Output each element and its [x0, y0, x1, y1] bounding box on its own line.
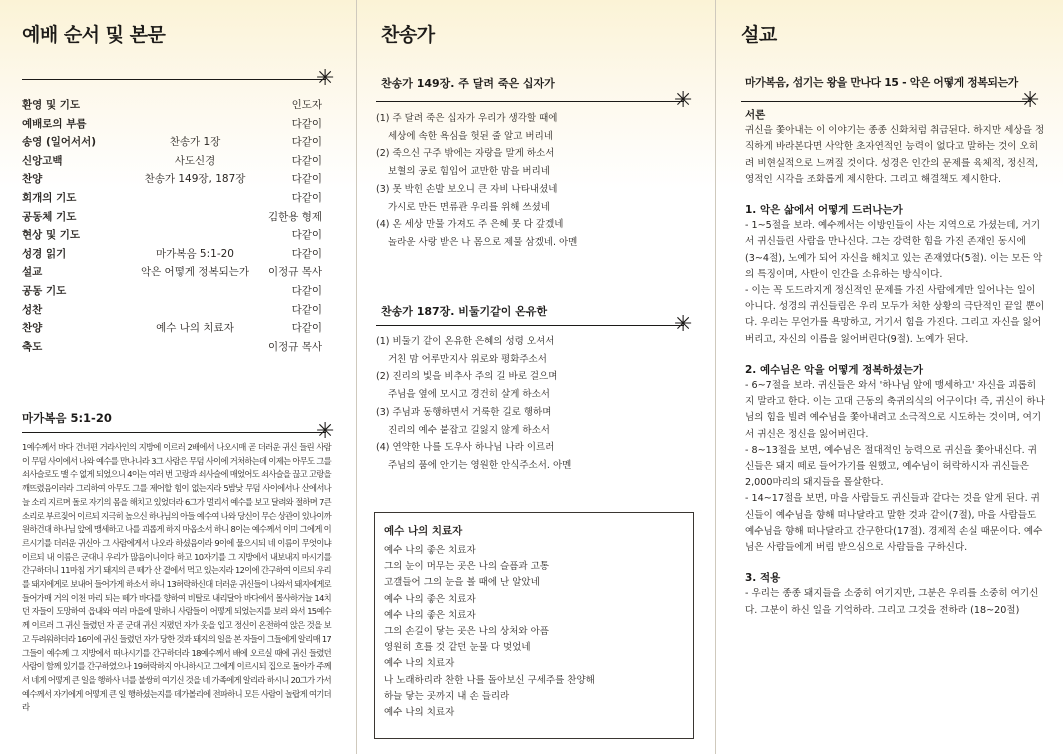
order-row — [22, 319, 322, 338]
order-row — [22, 170, 322, 189]
order-item-leader: 다같이 — [291, 303, 322, 316]
sermon-point-2-heading: 2. 예수님은 악을 어떻게 정복하셨는가 — [745, 363, 924, 376]
hymn-2-title: 찬송가 187장. 비둘기같이 온유한 — [381, 305, 548, 318]
sermon-body — [745, 107, 1045, 619]
order-item-detail: 사도신경 — [174, 154, 216, 167]
order-item-name: 환영 및 기도 — [22, 99, 81, 111]
order-item-detail: 찬송가 1장 — [169, 136, 221, 149]
order-row — [22, 96, 322, 115]
hymn-line: (2) 진리의 빛을 비추사 주의 길 바로 걸으며 — [376, 371, 558, 383]
order-item-leader: 다같이 — [291, 117, 322, 130]
hymn-line: (3) 주님과 동행하면서 거룩한 길로 행하며 — [376, 406, 552, 418]
song-line: 나 노래하리라 찬한 나를 돌아보신 구세주를 찬양해 — [384, 674, 595, 686]
hymn-line: (1) 주 달려 죽은 십자가 우리가 생각할 때에 — [376, 113, 558, 124]
hymn-line: (1) 비둘기 같이 온유한 은혜의 성령 오셔서 — [376, 336, 555, 347]
rule-star-icon: ✳ — [1021, 88, 1040, 113]
order-item-leader: 인도자 — [291, 99, 322, 111]
order-item-name: 예배로의 부름 — [22, 117, 87, 130]
order-item-name: 신앙고백 — [22, 154, 63, 167]
hymn-2-lyrics — [376, 333, 696, 475]
hymn-line: 가시로 만든 면류관 우리를 위해 쓰셨네 — [388, 201, 550, 213]
song-box — [374, 512, 694, 739]
hymn-line: (3) 못 박힌 손발 보오니 큰 자비 나타내셨네 — [376, 183, 558, 195]
hymn-2-rule — [376, 325, 684, 326]
song-line: 영원히 흐를 것 같던 눈물 다 멎었네 — [384, 642, 531, 654]
order-item-leader: 다같이 — [291, 136, 322, 149]
order-heading: 예배 순서 및 본문 — [22, 24, 166, 46]
hymn-line: (2) 죽으신 구주 밖에는 자랑을 말게 하소서 — [376, 148, 555, 160]
order-item-detail: 악은 어떻게 정복되는가 — [140, 266, 250, 279]
song-line: 예수 나의 좋은 치료자 — [384, 593, 476, 605]
sermon-heading: 설교 — [741, 24, 777, 46]
hymn-1-title: 찬송가 149장. 주 달려 죽은 십자가 — [381, 77, 555, 90]
hymn-line: (4) 연약한 나를 도우사 하나님 나라 이르러 — [376, 442, 555, 454]
order-item-leader: 이정규 목사 — [267, 340, 322, 353]
song-line: 예수 나의 치료자 — [384, 707, 455, 719]
sermon-intro-heading: 서론 — [745, 109, 766, 121]
sermon-title: 마가복음, 섬기는 왕을 만나다 15 - 악은 어떻게 정복되는가 — [745, 76, 1018, 89]
song-line: 예수 나의 좋은 치료자 — [384, 545, 476, 556]
order-item-name: 찬양 — [22, 173, 43, 186]
sermon-point-1-heading: 1. 악은 삶에서 어떻게 드러나는가 — [745, 204, 903, 217]
order-row — [22, 338, 322, 357]
order-item-detail: 마가복음 5:1-20 — [156, 247, 234, 260]
order-item-leader: 다같이 — [291, 173, 322, 186]
sermon-rule — [741, 101, 1031, 102]
order-item-name: 공동체 기도 — [22, 210, 77, 223]
hymn-line: 세상에 속한 욕심을 헛된 줄 알고 버리네 — [388, 130, 553, 142]
order-heading-rule — [22, 79, 326, 80]
rule-star-icon: ✳ — [316, 66, 335, 91]
order-row — [22, 152, 322, 171]
song-lyrics — [384, 543, 684, 721]
hymn-1-rule — [376, 101, 684, 102]
hymn-heading: 찬송가 — [381, 24, 435, 46]
order-row — [22, 226, 322, 245]
hymn-1-lyrics — [376, 110, 696, 252]
order-row — [22, 263, 322, 282]
order-row — [22, 301, 322, 320]
hymn-line: (4) 온 세상 만물 가져도 주 은혜 못 다 갚겠네 — [376, 219, 564, 231]
hymn-line: 진리의 예수 붙잡고 길잃지 않게 하소서 — [388, 424, 550, 436]
order-row — [22, 245, 322, 264]
order-list — [22, 96, 322, 356]
song-line: 고갤들어 그의 눈을 볼 때에 난 알았네 — [384, 577, 540, 589]
song-line: 그의 손길이 닿는 곳은 나의 상처와 아픔 — [384, 626, 549, 638]
order-item-name: 찬양 — [22, 322, 43, 335]
song-title: 예수 나의 치료자 — [384, 525, 463, 537]
sermon-point-2: - 6~7절을 보라. 귀신들은 와서 '하나님 앞에 맹세하고' 자신을 괴롭히지 말라고 한다. 이는 고대 근동의 축귀의식의 어구이다! 즉, 귀신이 하나님의 힘을 빌려 예수님을 쫓아내려고 소극적으로 시도하는 것이며, 여기서 귀신은 정신을 잃어버린다. — [745, 380, 1045, 440]
order-item-name: 공동 기도 — [22, 284, 67, 297]
sermon-point-1b: - 이는 꼭 도드라지게 정신적인 문제를 가진 사람에게만 일어나는 일이 아니다. 성경의 귀신들림은 우리 모두가 처한 상황의 극단적인 끝일 뿐이다. 우리는 무언가를 욕망하고, 거기서 힘을 가진다. 그리고 자신을 잃어버리고, 자신의 이름을 잃어버린다(9절). 노예가 된다. — [745, 285, 1045, 345]
rule-star-icon: ✳ — [674, 312, 693, 337]
hymn-line: 놀라운 사랑 받은 나 몸으로 제물 삼겠네. 아멘 — [388, 236, 578, 248]
order-item-leader: 다같이 — [291, 229, 322, 242]
column-divider-1 — [356, 0, 357, 754]
order-row — [22, 133, 322, 152]
order-item-detail: 예수 나의 치료자 — [156, 322, 234, 335]
order-item-leader: 다같이 — [291, 247, 322, 260]
sermon-point-2b: - 8~13절을 보면, 예수님은 절대적인 능력으로 귀신을 쫓아내신다. 귀신들은 돼지 떼로 들어가기를 원했고, 예수님이 허락하시자 귀신들은 2,000마리의 돼지들을 몰살한다. — [745, 444, 1037, 489]
song-line: 예수 나의 좋은 치료자 — [384, 609, 476, 621]
hymn-line: 거친 맘 어루만지사 위로와 평화주소서 — [388, 353, 547, 365]
sermon-point-2c: - 14~17절을 보면, 마을 사람들도 귀신들과 같다는 것을 알게 된다. 귀신들이 예수님을 향해 떠나달라고 말한 것과 같이(7절), 마을 사람들도 예수님을 향해 떠나달라고 간구한다(17절). 경제적 손실 때문이다. 예수님은 사람들에게 버림 받으심으로 사람들을 구하신다. — [745, 493, 1043, 554]
sermon-point-3-heading: 3. 적용 — [745, 572, 781, 585]
song-line: 예수 나의 치료자 — [384, 658, 455, 670]
scripture-title: 마가복음 5:1-20 — [22, 411, 112, 425]
song-line: 하늘 닿는 곳까지 내 손 들리라 — [384, 690, 510, 702]
rule-star-icon: ✳ — [316, 419, 335, 444]
column-divider-2 — [715, 0, 716, 754]
sermon-intro: 귀신을 쫓아내는 이 이야기는 종종 신화처럼 취급된다. 하지만 세상을 정직하게 바라본다면 사악한 초자연적인 능력이 없다고 말하는 것이 오히려 비현실적으로 느껴질 것이다. 성경은 인간의 문제를 육체적, 정신적, 영적인 시각을 조화롭게 제시한다. 그리고 해결책도 제시한다. — [745, 125, 1045, 185]
order-row — [22, 115, 322, 134]
order-item-name: 현상 및 기도 — [22, 229, 81, 242]
sermon-point-3: - 우리는 종종 돼지들을 소중히 여기지만, 그분은 우리를 소중히 여기신다. 그분이 하신 일을 기억하라. 그리고 그것을 전하라 (18~20절) — [745, 588, 1039, 616]
order-item-name: 성경 읽기 — [22, 247, 67, 260]
hymn-line: 보혈의 공로 힘입어 교만한 맘을 버리네 — [388, 166, 550, 178]
order-row — [22, 189, 322, 208]
order-item-name: 회개의 기도 — [22, 191, 77, 204]
scripture-rule — [22, 432, 326, 433]
order-row — [22, 282, 322, 301]
order-item-detail: 찬송가 149장, 187장 — [144, 173, 246, 186]
song-line: 그의 눈이 머무는 곳은 나의 슬픔과 고통 — [384, 561, 549, 573]
order-item-leader: 김한용 형제 — [267, 210, 322, 223]
sermon-point-1: - 1~5절을 보라. 예수께서는 이방인들이 사는 지역으로 가셨는데, 거기서 귀신들린 사람을 만나신다. 그는 강력한 힘을 가진 존재인 동시에(3~4절), 노예가 되어 자신을 해치고 있는 존재였다(5절). 이는 모든 악의 특징이며, 사탄이 인간을 소유하는 방식이다. — [745, 220, 1043, 280]
order-item-leader: 다같이 — [291, 154, 322, 167]
order-item-leader: 다같이 — [291, 191, 322, 204]
hymn-line: 주님의 품에 안기는 영원한 안식주소서. 아멘 — [388, 459, 572, 471]
order-item-name: 성찬 — [22, 303, 43, 316]
order-item-leader: 다같이 — [291, 284, 322, 297]
order-item-leader: 이정규 목사 — [267, 266, 322, 279]
order-row — [22, 208, 322, 227]
rule-star-icon: ✳ — [674, 88, 693, 113]
order-item-name: 설교 — [22, 266, 43, 279]
order-item-name: 축도 — [22, 340, 43, 353]
order-item-leader: 다같이 — [291, 322, 322, 335]
order-item-name: 송영 (일어서서) — [22, 136, 97, 149]
hymn-line: 주님을 옆에 모시고 경건히 살게 하소서 — [388, 389, 550, 401]
scripture-text: 1예수께서 바다 건너편 거라사인의 지방에 이르러 2배에서 나오시매 곧 더러운 귀신 들린 사람이 무덤 사이에서 나와 예수를 만나니라 3그 사람은 무덤 사이에 거처하는데 이제는 아무도 그를 쇠사슬로도 맬 수 없게 되었으니 4이는 여러 번 고랑과 쇠사슬에 매었어도 쇠사슬을 끊고 고랑을 깨뜨렸음이러라 그리하여 아무도 그를 제어할 힘이 없는지라 5밤낮 무덤 사이에서나 산에서나 늘 소리 지르며 돌로 자기의 몸을 해치고 있었더라 6그가 멀리서 예수를 보고 달려와 절하며 7큰 소리로 부르짖어 이르되 지극히 높으신 하나님의 아들 예수여 나와 당신이 무슨 상관이 있나이까 원하건대 하나님 앞에 맹세하고 나를 괴롭게 하지 마옵소서 하니 8이는 예수께서 이미 그에게 이르시기를 더러운 귀신아 그 사람에게서 나오라 하셨음이라 9이에 물으시되 네 이름이 무엇이냐 이르되 내 이름은 군대니 우리가 많음이니이다 하고 10자기를 그 지방에서 내보내지 마시기를 간구하더니 11마침 거기 돼지의 큰 떼가 산 곁에서 먹고 있는지라 12이에 간구하여 이르되 우리를 돼지에게로 보내어 들어가게 하소서 하니 13허락하신대 더러운 귀신들이 나와서 돼지에게로 들어가매 거의 이천 마리 되는 떼가 바다를 향하여 비탈로 내리달아 바다에서 몰사하거늘 14치던 자들이 도망하여 읍내와 여러 마을에 말하니 사람들이 어떻게 되었는지를 보러 와서 15예수께 이르러 그 귀신 들렸던 자 곧 군대 귀신 지폈던 자가 옷을 입고 정신이 온전하여 앉은 것을 보고 두려워하더라 16이에 귀신 들렸던 자가 당한 것과 돼지의 일을 본 자들이 그들에게 알리매 17그들이 예수께 그 지방에서 떠나시기를 간구하더라 18예수께서 배에 오르실 때에 귀신 들렸던 사람이 함께 있기를 간구하였으나 19허락하지 아니하시고 그에게 이르시되 집으로 돌아가 주께서 네게 어떻게 큰 일을 행하사 너를 불쌍히 여기신 것을 네 가족에게 알리라 하시니 20그가 가서 예수께서 자기에게 어떻게 큰 일 행하셨는지를 데가볼리에 전파하니 모든 사람이 놀랍게 여기더라 — [22, 442, 331, 713]
